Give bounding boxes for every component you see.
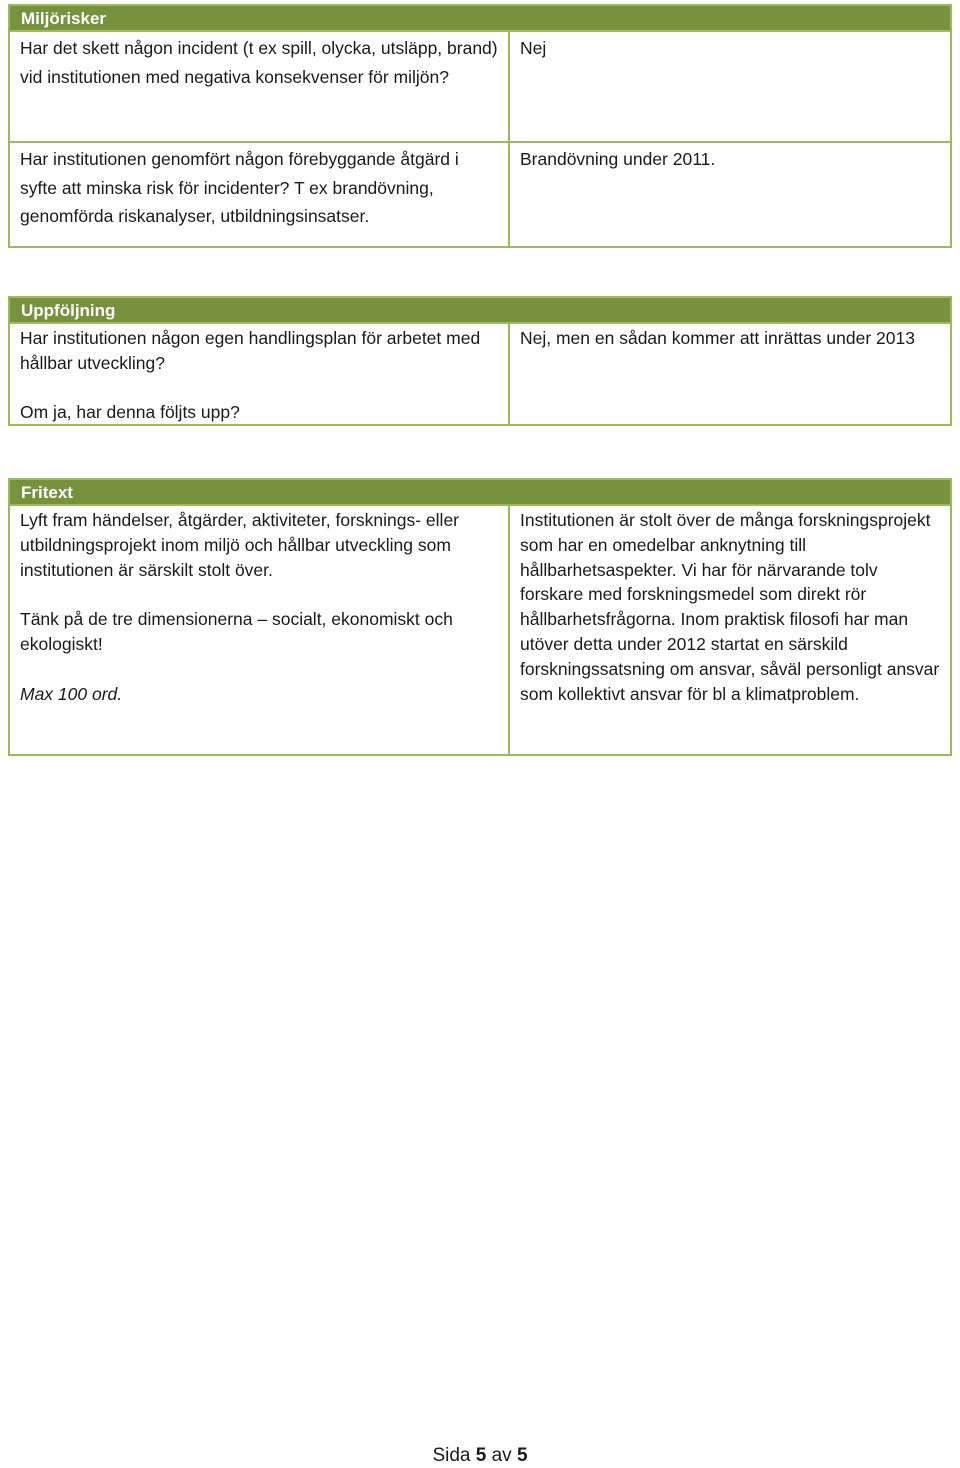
table-row [10,32,950,141]
miljorisker-answer-prevention: Brandövning under 2011. [520,149,716,169]
uppfoljning-header: Uppföljning [10,298,950,324]
fritext-prompt-text-1: Lyft fram händelser, åtgärder, aktiviteter, forsknings- eller utbildningsprojekt inom miljö och hållbar utveckling som institutionen är särskilt stolt över. [20,510,460,580]
fritext-answer: Institutionen är stolt över de många forskningsprojekt som har en omedelbar anknytning till hållbarhetsaspekter. Vi har för närvarande tolv forskare med forskningsmedel som direkt rör hållbarhetsfrågorna. Inom praktisk filosofi har man utöver detta under 2012 startat en särskild forskningssatsning om ansvar, såväl personligt ansvar som kollektivt ansvar för bl a klimatproblem. [520,510,940,704]
miljorisker-answer-incident: Nej [520,38,547,58]
fritext-prompt [10,506,510,754]
fritext-word-limit: Max 100 ord. [20,683,123,704]
miljorisker-question-incident: Har det skett någon incident (t ex spill, olycka, utsläpp, brand) vid institutionen med negativa konsekvenser för miljön? [10,32,510,141]
fritext-prompt-text-2: Tänk på de tre dimensionerna – socialt, ekonomiskt och ekologiskt! [20,609,453,654]
miljorisker-header: Miljörisker [10,6,950,32]
page-number-current: 5 [475,1445,487,1466]
page-number-separator: av [491,1445,512,1466]
fritext-table [8,478,952,756]
uppfoljning-question-text: Har institutionen någon egen handlingsplan för arbetet med hållbar utveckling? [20,328,481,373]
table-row [10,324,950,424]
page-number-prefix: Sida [432,1445,471,1466]
miljorisker-question-prevention: Har institutionen genomfört någon förebyggande åtgärd i syfte att minska risk för incidenter? T ex brandövning, genomförda riskanalyser, utbildningsinsatser. [10,143,510,248]
table-row [10,141,950,248]
fritext-header: Fritext [10,480,950,506]
uppfoljning-answer: Nej, men en sådan kommer att inrättas under 2013 [520,328,915,348]
uppfoljning-table [8,296,952,426]
page-number-total: 5 [516,1445,528,1466]
miljorisker-table [8,4,952,248]
uppfoljning-followup-text: Om ja, har denna följts upp? [20,402,240,423]
table-row [10,506,950,754]
uppfoljning-question [10,324,510,424]
page-number [0,1444,960,1468]
